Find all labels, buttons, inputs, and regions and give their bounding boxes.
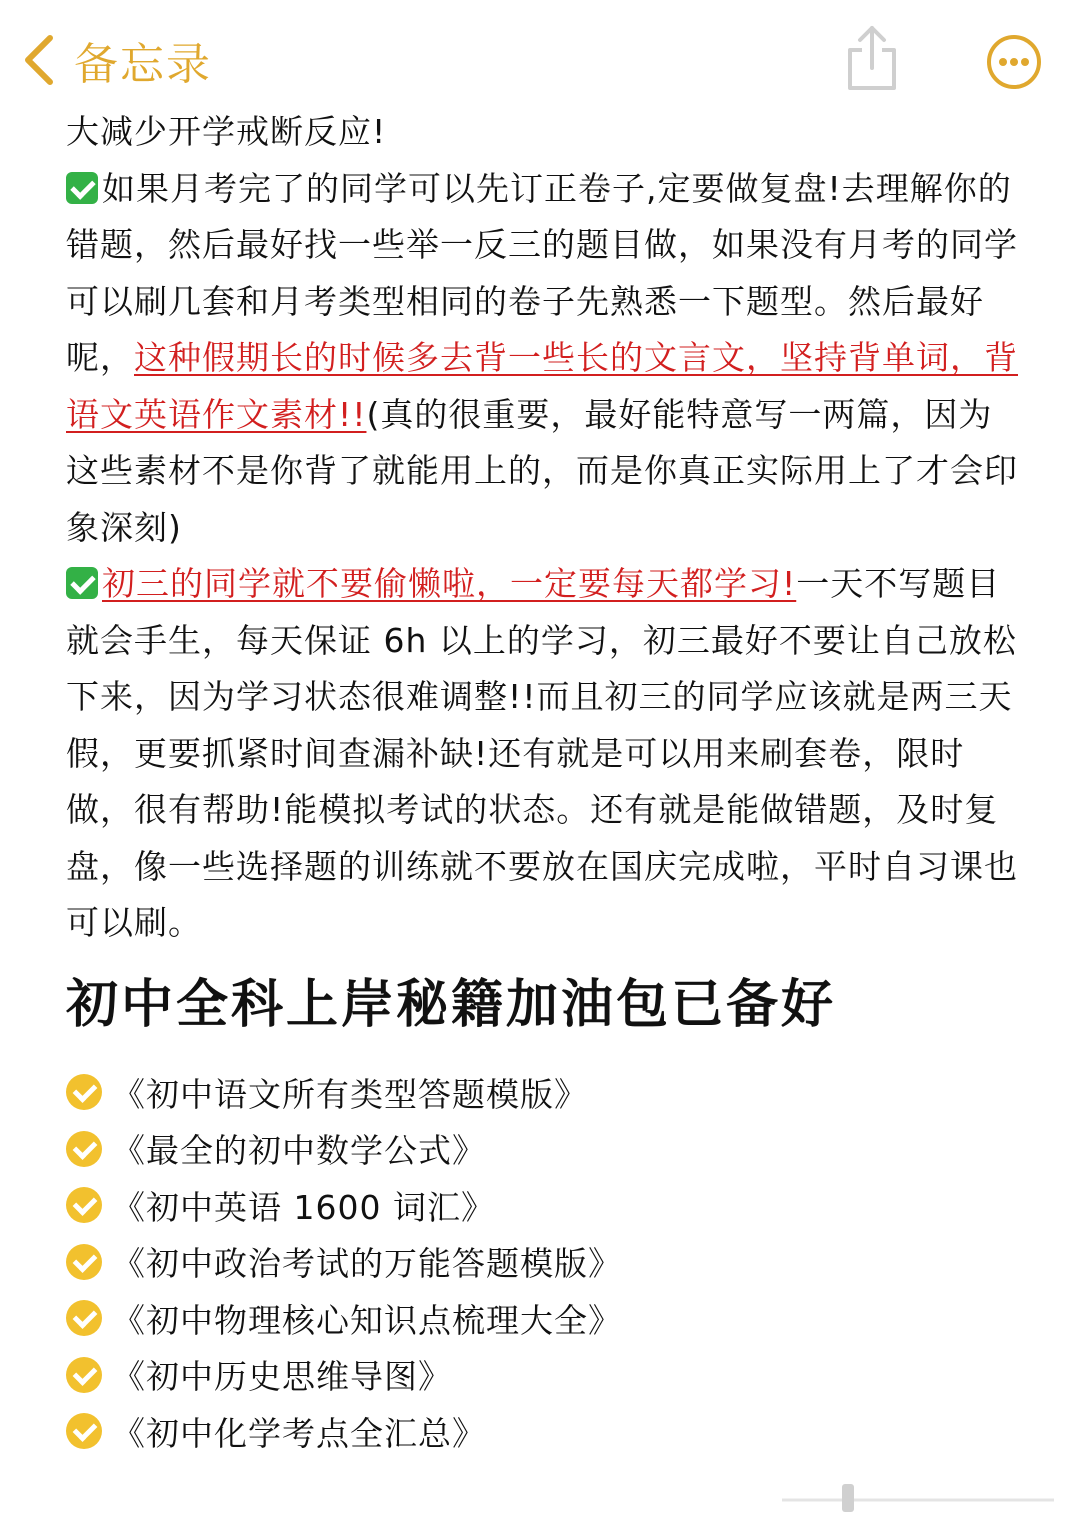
back-label: 备忘录: [74, 39, 212, 90]
yellow-check-icon: [66, 1300, 102, 1336]
list-item-label: 《初中历史思维导图》: [112, 1357, 452, 1397]
paragraph-3: [66, 556, 1026, 952]
paragraph-3-highlight: 初三的同学就不要偷懒啦，一定要每天都学习!: [102, 564, 797, 603]
yellow-check-icon: [66, 1074, 102, 1110]
chevron-left-icon: [20, 32, 60, 88]
list-item: [66, 1177, 1026, 1234]
list-item: [66, 1234, 1026, 1291]
nav-bar: [0, 0, 1080, 110]
green-check-icon: [66, 567, 98, 599]
yellow-check-icon: [66, 1131, 102, 1167]
list-item-label: 《初中语文所有类型答题模版》: [112, 1074, 588, 1114]
paragraph-1: 大减少开学戒断反应!: [66, 112, 387, 151]
more-icon[interactable]: [986, 34, 1042, 90]
list-item-label: 《初中物理核心知识点梳理大全》: [112, 1300, 622, 1340]
yellow-check-icon: [66, 1357, 102, 1393]
list-item: [66, 1290, 1026, 1347]
share-icon[interactable]: [842, 24, 902, 94]
resource-list: [66, 1064, 1026, 1460]
list-item: [66, 1347, 1026, 1404]
note-body[interactable]: [66, 104, 1026, 952]
back-button[interactable]: [20, 28, 212, 92]
list-item-label: 《初中化学考点全汇总》: [112, 1413, 486, 1453]
scroll-indicator-icon: [780, 1484, 1056, 1514]
list-item-label: 《初中政治考试的万能答题模版》: [112, 1244, 622, 1284]
paragraph-3-tail: 一天不写题目就会手生，每天保证 6h 以上的学习，初三最好不要让自己放松下来，因为学习状态很难调整!!而且初三的同学应该就是两三天假，更要抓紧时间查漏补缺!还有就是可以用来刷套卷，限时做，很有帮助!能模拟考试的状态。还有就是能做错题，及时复盘，像一些选择题的训练就不要放在国庆完成啦，平时自习课也可以刷。: [66, 564, 1018, 942]
paragraph-2: [66, 161, 1026, 557]
list-item: [66, 1121, 1026, 1178]
green-check-icon: [66, 172, 98, 204]
yellow-check-icon: [66, 1413, 102, 1449]
paragraph-2-text: 如果月考完了的同学可以先订正卷子,定要做复盘!去理解你的错题，然后最好找一些举一反三的题目做，如果没有月考的同学可以刷几套和月考类型相同的卷子先熟悉一下题型。然后最好呢，: [66, 168, 1018, 377]
list-item: [66, 1403, 1026, 1460]
list-item-label: 《初中英语 1600 词汇》: [112, 1187, 495, 1227]
paragraph-2-tail: (真的很重要，最好能特意写一两篇，因为这些素材不是你背了就能用上的，而是你真正实际用上了才会印象深刻): [66, 394, 1018, 547]
yellow-check-icon: [66, 1187, 102, 1223]
yellow-check-icon: [66, 1244, 102, 1280]
paragraph-2-highlight: 这种假期长的时候多去背一些长的文言文，坚持背单词，背语文英语作文素材!!: [66, 338, 1018, 434]
list-item: [66, 1064, 1026, 1121]
list-item-label: 《最全的初中数学公式》: [112, 1131, 486, 1171]
section-heading: 初中全科上岸秘籍加油包已备好: [66, 975, 837, 1035]
